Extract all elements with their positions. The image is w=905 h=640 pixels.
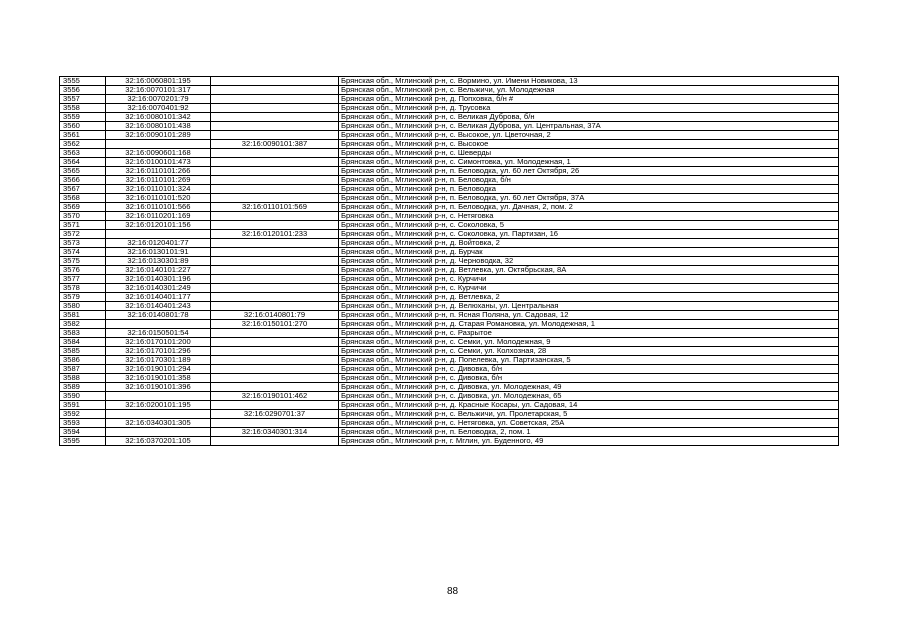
row-number-cell: 3575 [60,257,106,266]
related-cadastral-number-cell [211,437,339,446]
table-row [60,104,839,113]
table-row [60,131,839,140]
row-number-cell: 3555 [60,77,106,86]
cadastral-number-cell: 32:16:0110101:324 [106,185,211,194]
address-cell: Брянская обл., Мглинский р-н, п. Ясная Поляна, ул. Садовая, 12 [339,311,839,320]
row-number-cell: 3591 [60,401,106,410]
cadastral-number-cell: 32:16:0130101:91 [106,248,211,257]
row-number-cell: 3560 [60,122,106,131]
table-row [60,122,839,131]
address-cell: Брянская обл., Мглинский р-н, с. Курчичи [339,284,839,293]
cadastral-number-cell: 32:16:0150501:54 [106,329,211,338]
table-row [60,356,839,365]
cadastral-number-cell: 32:16:0130301:89 [106,257,211,266]
row-number-cell: 3567 [60,185,106,194]
table-row [60,239,839,248]
cadastral-number-cell [106,410,211,419]
related-cadastral-number-cell [211,383,339,392]
table-row [60,86,839,95]
cadastral-number-cell: 32:16:0080101:438 [106,122,211,131]
table-row [60,248,839,257]
related-cadastral-number-cell: 32:16:0340301:314 [211,428,339,437]
table-row [60,194,839,203]
related-cadastral-number-cell [211,194,339,203]
table-row [60,257,839,266]
cadastral-number-cell [106,140,211,149]
table-row [60,113,839,122]
row-number-cell: 3563 [60,149,106,158]
related-cadastral-number-cell [211,329,339,338]
related-cadastral-number-cell [211,266,339,275]
cadastral-number-cell: 32:16:0370201:105 [106,437,211,446]
related-cadastral-number-cell [211,365,339,374]
table-row [60,230,839,239]
row-number-cell: 3568 [60,194,106,203]
row-number-cell: 3570 [60,212,106,221]
address-cell: Брянская обл., Мглинский р-н, с. Великая Дуброва, ул. Центральная, 37А [339,122,839,131]
address-cell: Брянская обл., Мглинский р-н, п. Беловодка, ул. Дачная, 2, пом. 2 [339,203,839,212]
table-row [60,176,839,185]
table-row [60,320,839,329]
cadastral-number-cell: 32:16:0120101:156 [106,221,211,230]
cadastral-number-cell: 32:16:0070101:317 [106,86,211,95]
table-row [60,302,839,311]
cadastral-number-cell: 32:16:0190101:294 [106,365,211,374]
related-cadastral-number-cell [211,158,339,167]
cadastral-number-cell [106,230,211,239]
row-number-cell: 3574 [60,248,106,257]
address-cell: Брянская обл., Мглинский р-н, с. Курчичи [339,275,839,284]
related-cadastral-number-cell: 32:16:0290701:37 [211,410,339,419]
cadastral-number-cell: 32:16:0110101:520 [106,194,211,203]
address-cell: Брянская обл., Мглинский р-н, д. Бурчак [339,248,839,257]
related-cadastral-number-cell: 32:16:0110101:569 [211,203,339,212]
table-row [60,266,839,275]
row-number-cell: 3583 [60,329,106,338]
row-number-cell: 3577 [60,275,106,284]
address-cell: Брянская обл., Мглинский р-н, с. Шеверды [339,149,839,158]
address-cell: Брянская обл., Мглинский р-н, д. Красные Косары, ул. Садовая, 14 [339,401,839,410]
row-number-cell: 3559 [60,113,106,122]
cadastral-number-cell: 32:16:0110101:266 [106,167,211,176]
cadastral-number-cell: 32:16:0140301:249 [106,284,211,293]
address-cell: Брянская обл., Мглинский р-н, п. Беловодка [339,185,839,194]
related-cadastral-number-cell [211,248,339,257]
cadastral-number-cell: 32:16:0110101:269 [106,176,211,185]
row-number-cell: 3557 [60,95,106,104]
table-row [60,428,839,437]
registry-table [59,76,839,446]
row-number-cell: 3585 [60,347,106,356]
address-cell: Брянская обл., Мглинский р-н, с. Великая Дуброва, б/н [339,113,839,122]
row-number-cell: 3581 [60,311,106,320]
related-cadastral-number-cell [211,167,339,176]
address-cell: Брянская обл., Мглинский р-н, с. Нетяговка, ул. Советская, 25А [339,419,839,428]
related-cadastral-number-cell [211,122,339,131]
cadastral-number-cell: 32:16:0110101:566 [106,203,211,212]
cadastral-number-cell [106,320,211,329]
address-cell: Брянская обл., Мглинский р-н, д. Трусовка [339,104,839,113]
address-cell: Брянская обл., Мглинский р-н, д. Велюханы, ул. Центральная [339,302,839,311]
address-cell: Брянская обл., Мглинский р-н, с. Семки, ул. Колхозная, 28 [339,347,839,356]
row-number-cell: 3569 [60,203,106,212]
table-row [60,140,839,149]
cadastral-number-cell: 32:16:0100101:473 [106,158,211,167]
row-number-cell: 3579 [60,293,106,302]
related-cadastral-number-cell [211,176,339,185]
registry-table-body [60,77,839,446]
table-row [60,212,839,221]
table-row [60,284,839,293]
table-row [60,185,839,194]
address-cell: Брянская обл., Мглинский р-н, с. Разрытое [339,329,839,338]
related-cadastral-number-cell [211,104,339,113]
row-number-cell: 3592 [60,410,106,419]
related-cadastral-number-cell [211,374,339,383]
related-cadastral-number-cell [211,293,339,302]
related-cadastral-number-cell: 32:16:0150101:270 [211,320,339,329]
related-cadastral-number-cell: 32:16:0090101:387 [211,140,339,149]
cadastral-number-cell: 32:16:0110201:169 [106,212,211,221]
address-cell: Брянская обл., Мглинский р-н, п. Беловодка, ул. 60 лет Октября, 26 [339,167,839,176]
row-number-cell: 3573 [60,239,106,248]
address-cell: Брянская обл., Мглинский р-н, с. Симонтовка, ул. Молодежная, 1 [339,158,839,167]
cadastral-number-cell: 32:16:0200101:195 [106,401,211,410]
related-cadastral-number-cell [211,284,339,293]
address-cell: Брянская обл., Мглинский р-н, с. Вормино, ул. Имени Новикова, 13 [339,77,839,86]
cadastral-number-cell: 32:16:0120401:77 [106,239,211,248]
cadastral-number-cell: 32:16:0140101:227 [106,266,211,275]
cadastral-number-cell: 32:16:0140301:196 [106,275,211,284]
cadastral-number-cell: 32:16:0140801:78 [106,311,211,320]
related-cadastral-number-cell: 32:16:0120101:233 [211,230,339,239]
table-row [60,347,839,356]
address-cell: Брянская обл., Мглинский р-н, с. Вельжичи, ул. Молодежная [339,86,839,95]
row-number-cell: 3582 [60,320,106,329]
cadastral-number-cell: 32:16:0140401:177 [106,293,211,302]
related-cadastral-number-cell: 32:16:0190101:462 [211,392,339,401]
row-number-cell: 3562 [60,140,106,149]
row-number-cell: 3572 [60,230,106,239]
address-cell: Брянская обл., Мглинский р-н, п. Беловодка, б/н [339,176,839,185]
address-cell: Брянская обл., Мглинский р-н, д. Ветлевка, 2 [339,293,839,302]
row-number-cell: 3593 [60,419,106,428]
cadastral-number-cell: 32:16:0080101:342 [106,113,211,122]
related-cadastral-number-cell [211,131,339,140]
address-cell: Брянская обл., Мглинский р-н, с. Нетяговка [339,212,839,221]
table-row [60,149,839,158]
related-cadastral-number-cell [211,302,339,311]
address-cell: Брянская обл., Мглинский р-н, с. Соколовка, ул. Партизан, 16 [339,230,839,239]
row-number-cell: 3564 [60,158,106,167]
cadastral-number-cell [106,392,211,401]
address-cell: Брянская обл., Мглинский р-н, с. Дивовка, ул. Молодежная, 49 [339,383,839,392]
table-row [60,293,839,302]
row-number-cell: 3578 [60,284,106,293]
address-cell: Брянская обл., Мглинский р-н, д. Попховка, б/н # [339,95,839,104]
cadastral-number-cell: 32:16:0070401:92 [106,104,211,113]
address-cell: Брянская обл., Мглинский р-н, д. Черноводка, 32 [339,257,839,266]
row-number-cell: 3590 [60,392,106,401]
related-cadastral-number-cell [211,347,339,356]
table-row [60,158,839,167]
row-number-cell: 3565 [60,167,106,176]
address-cell: Брянская обл., Мглинский р-н, с. Дивовка, б/н [339,374,839,383]
row-number-cell: 3594 [60,428,106,437]
related-cadastral-number-cell [211,257,339,266]
cadastral-number-cell: 32:16:0170101:200 [106,338,211,347]
row-number-cell: 3558 [60,104,106,113]
table-row [60,338,839,347]
cadastral-number-cell: 32:16:0190101:358 [106,374,211,383]
row-number-cell: 3571 [60,221,106,230]
row-number-cell: 3561 [60,131,106,140]
table-row [60,275,839,284]
cadastral-number-cell [106,428,211,437]
table-row [60,329,839,338]
address-cell: Брянская обл., Мглинский р-н, п. Беловодка, ул. 60 лет Октября, 37А [339,194,839,203]
table-row [60,221,839,230]
cadastral-number-cell: 32:16:0140401:243 [106,302,211,311]
row-number-cell: 3556 [60,86,106,95]
row-number-cell: 3587 [60,365,106,374]
table-row [60,167,839,176]
row-number-cell: 3595 [60,437,106,446]
table-row [60,410,839,419]
table-row [60,401,839,410]
address-cell: Брянская обл., Мглинский р-н, с. Соколовка, 5 [339,221,839,230]
related-cadastral-number-cell [211,338,339,347]
table-row [60,365,839,374]
related-cadastral-number-cell [211,113,339,122]
table-row [60,437,839,446]
address-cell: Брянская обл., Мглинский р-н, с. Высокое [339,140,839,149]
cadastral-number-cell: 32:16:0340301:305 [106,419,211,428]
related-cadastral-number-cell [211,77,339,86]
related-cadastral-number-cell [211,86,339,95]
cadastral-number-cell: 32:16:0170301:189 [106,356,211,365]
related-cadastral-number-cell [211,356,339,365]
table-row [60,383,839,392]
cadastral-number-cell: 32:16:0090601:168 [106,149,211,158]
related-cadastral-number-cell [211,185,339,194]
row-number-cell: 3586 [60,356,106,365]
row-number-cell: 3584 [60,338,106,347]
row-number-cell: 3589 [60,383,106,392]
related-cadastral-number-cell [211,95,339,104]
address-cell: Брянская обл., Мглинский р-н, п. Беловодка, 2, пом. 1 [339,428,839,437]
table-row [60,77,839,86]
table-row [60,392,839,401]
related-cadastral-number-cell [211,401,339,410]
page-number: 88 [446,586,459,597]
related-cadastral-number-cell: 32:16:0140801:79 [211,311,339,320]
related-cadastral-number-cell [211,149,339,158]
address-cell: Брянская обл., Мглинский р-н, с. Дивовка, ул. Молодежная, 65 [339,392,839,401]
table-row [60,95,839,104]
related-cadastral-number-cell [211,275,339,284]
cadastral-number-cell: 32:16:0170101:296 [106,347,211,356]
table-row [60,374,839,383]
related-cadastral-number-cell [211,212,339,221]
row-number-cell: 3588 [60,374,106,383]
cadastral-number-cell: 32:16:0060801:195 [106,77,211,86]
address-cell: Брянская обл., Мглинский р-н, д. Ветлевка, ул. Октябрьская, 8А [339,266,839,275]
cadastral-number-cell: 32:16:0070201:79 [106,95,211,104]
address-cell: Брянская обл., Мглинский р-н, д. Войтовка, 2 [339,239,839,248]
table-row [60,203,839,212]
address-cell: Брянская обл., Мглинский р-н, с. Высокое, ул. Цветочная, 2 [339,131,839,140]
cadastral-number-cell: 32:16:0090101:289 [106,131,211,140]
address-cell: Брянская обл., Мглинский р-н, г. Мглин, ул. Буденного, 49 [339,437,839,446]
row-number-cell: 3576 [60,266,106,275]
related-cadastral-number-cell [211,419,339,428]
address-cell: Брянская обл., Мглинский р-н, с. Семки, ул. Молодежная, 9 [339,338,839,347]
related-cadastral-number-cell [211,221,339,230]
related-cadastral-number-cell [211,239,339,248]
cadastral-number-cell: 32:16:0190101:396 [106,383,211,392]
address-cell: Брянская обл., Мглинский р-н, с. Дивовка, б/н [339,365,839,374]
table-row [60,311,839,320]
table-row [60,419,839,428]
address-cell: Брянская обл., Мглинский р-н, д. Старая Романовка, ул. Молодежная, 1 [339,320,839,329]
address-cell: Брянская обл., Мглинский р-н, д. Попелевка, ул. Партизанская, 5 [339,356,839,365]
row-number-cell: 3580 [60,302,106,311]
row-number-cell: 3566 [60,176,106,185]
address-cell: Брянская обл., Мглинский р-н, с. Вельжичи, ул. Пролетарская, 5 [339,410,839,419]
